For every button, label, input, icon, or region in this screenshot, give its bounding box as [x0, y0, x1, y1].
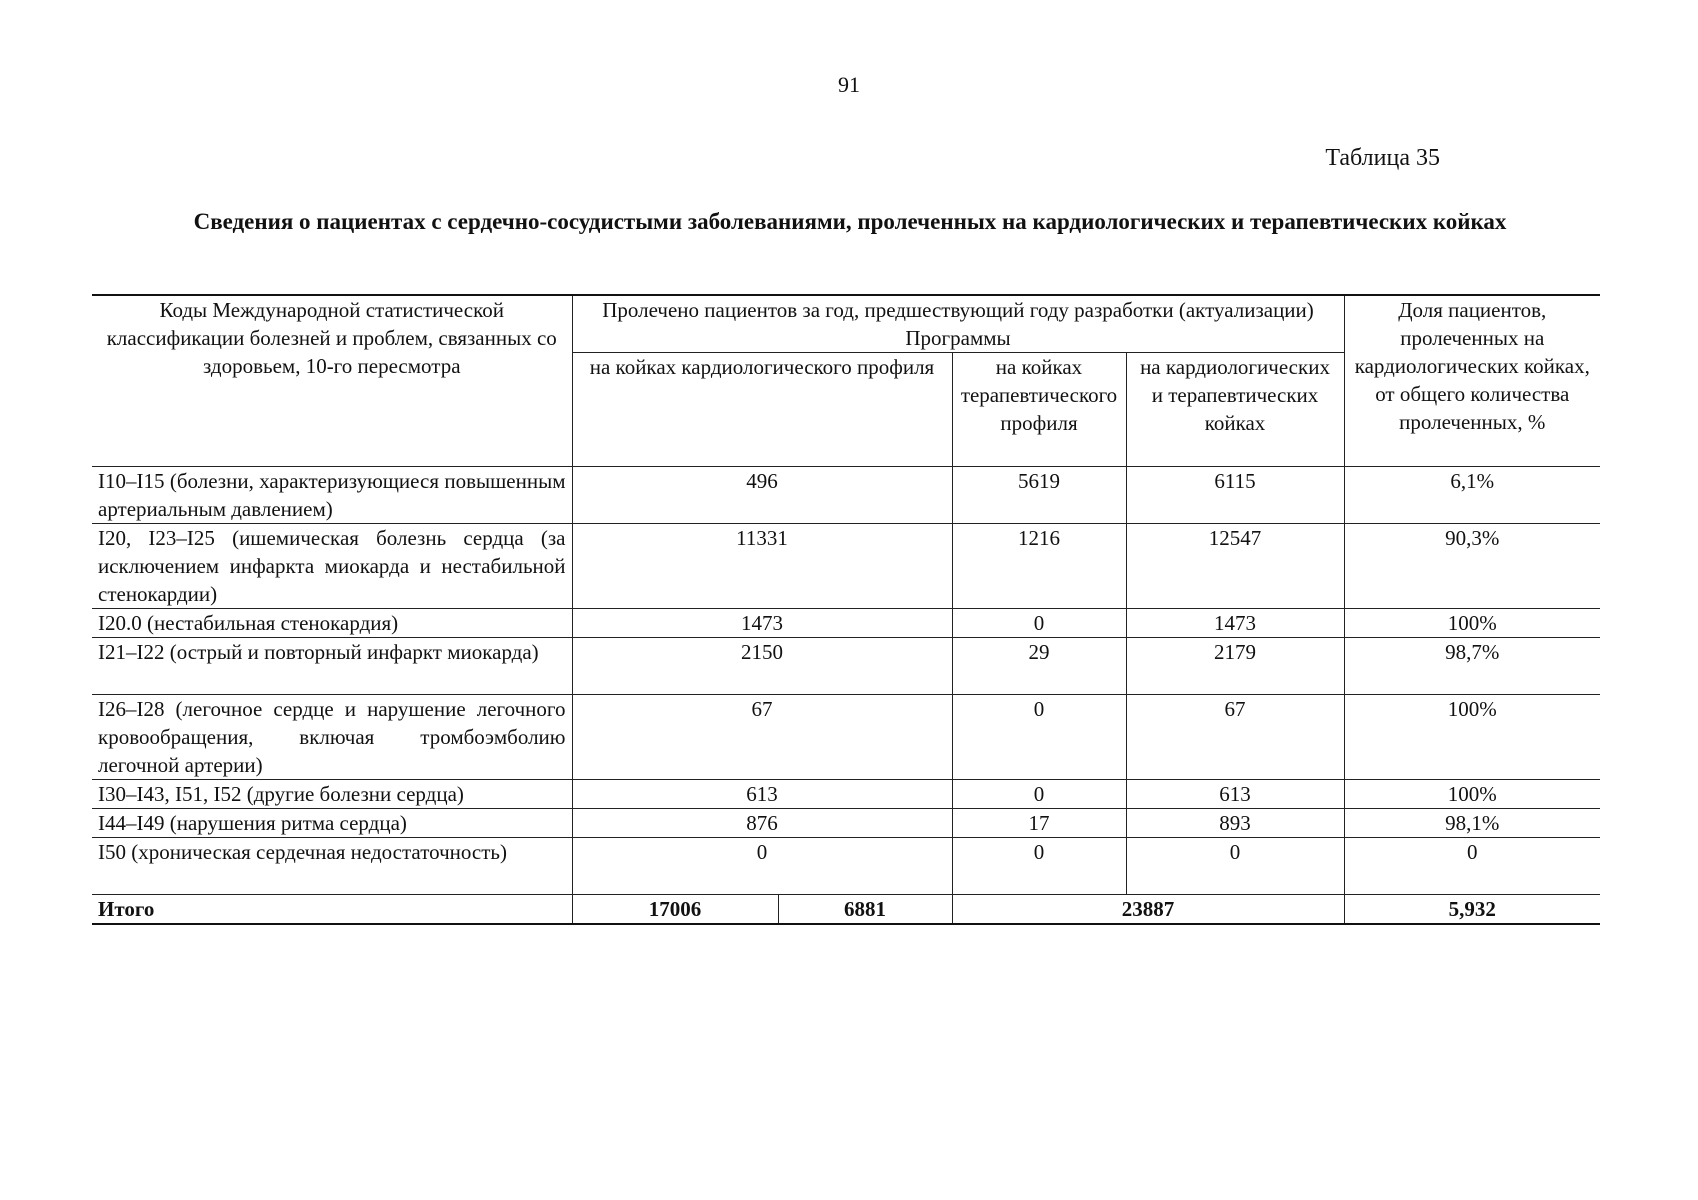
header-all-beds: на кардиологических и терапевтических койках — [1126, 353, 1344, 467]
cell-share: 100% — [1344, 780, 1600, 809]
cell-total: 0 — [1126, 838, 1344, 895]
cell-total: 613 — [1126, 780, 1344, 809]
cell-therapy: 29 — [952, 638, 1126, 695]
table-title: Сведения о пациентах с сердечно-сосудистыми заболеваниями, пролеченных на кардиологических и терапевтических койках — [193, 209, 1507, 234]
table-row — [92, 780, 1600, 809]
table-row — [92, 609, 1600, 638]
row-label: I20, I23–I25 (ишемическая болезнь сердца (за исключением инфаркта миокарда и нестабильной стенокардии) — [92, 524, 572, 609]
cell-total: 12547 — [1126, 524, 1344, 609]
total-row — [92, 895, 1600, 925]
cell-cardio: 613 — [572, 780, 952, 809]
cell-cardio: 67 — [572, 695, 952, 780]
row-label: I10–I15 (болезни, характеризующиеся повышенным артериальным давлением) — [92, 467, 572, 524]
cell-cardio: 11331 — [572, 524, 952, 609]
cell-cardio: 496 — [572, 467, 952, 524]
cell-cardio: 2150 — [572, 638, 952, 695]
row-label: I21–I22 (острый и повторный инфаркт миокарда) — [92, 638, 572, 695]
header-therapy-beds: на койках терапевтического профиля — [952, 353, 1126, 467]
cell-total: 893 — [1126, 809, 1344, 838]
header-cardio-beds: на койках кардиологического профиля — [572, 353, 952, 467]
cell-therapy: 0 — [952, 838, 1126, 895]
total-share: 5,932 — [1344, 895, 1600, 925]
row-label: I20.0 (нестабильная стенокардия) — [92, 609, 572, 638]
header-treated-group: Пролечено пациентов за год, предшествующий году разработки (актуализации) Программы — [572, 295, 1344, 353]
cell-therapy: 17 — [952, 809, 1126, 838]
table-label: Таблица 35 — [1325, 145, 1440, 171]
total-cardio: 17006 — [572, 895, 778, 925]
table-row — [92, 524, 1600, 609]
cell-share: 98,7% — [1344, 638, 1600, 695]
page-number: 91 — [838, 72, 860, 97]
cell-therapy: 5619 — [952, 467, 1126, 524]
cell-total: 6115 — [1126, 467, 1344, 524]
cell-therapy: 0 — [952, 695, 1126, 780]
total-therapy: 6881 — [778, 895, 952, 925]
cell-therapy: 0 — [952, 780, 1126, 809]
cell-cardio: 0 — [572, 838, 952, 895]
header-share: Доля пациентов, пролеченных на кардиологических койках, от общего количества пролеченных, % — [1344, 295, 1600, 467]
cell-share: 98,1% — [1344, 809, 1600, 838]
cell-share: 100% — [1344, 695, 1600, 780]
statistics-table — [92, 294, 1600, 925]
cell-share: 0 — [1344, 838, 1600, 895]
cell-therapy: 1216 — [952, 524, 1126, 609]
header-row — [92, 295, 1600, 353]
row-label: I30–I43, I51, I52 (другие болезни сердца) — [92, 780, 572, 809]
cell-total: 67 — [1126, 695, 1344, 780]
cell-total: 2179 — [1126, 638, 1344, 695]
cell-share: 90,3% — [1344, 524, 1600, 609]
table-row — [92, 638, 1600, 695]
row-label: I44–I49 (нарушения ритма сердца) — [92, 809, 572, 838]
row-label: I50 (хроническая сердечная недостаточность) — [92, 838, 572, 895]
table-row — [92, 695, 1600, 780]
header-icd-codes: Коды Международной статистической классификации болезней и проблем, связанных со здоровьем, 10-го пересмотра — [92, 295, 572, 467]
cell-therapy: 0 — [952, 609, 1126, 638]
cell-cardio: 876 — [572, 809, 952, 838]
cell-total: 1473 — [1126, 609, 1344, 638]
cell-share: 6,1% — [1344, 467, 1600, 524]
table-row — [92, 838, 1600, 895]
cell-share: 100% — [1344, 609, 1600, 638]
total-all: 23887 — [952, 895, 1344, 925]
row-label: I26–I28 (легочное сердце и нарушение легочного кровообращения, включая тромбоэмболию легочной артерии) — [92, 695, 572, 780]
table-row — [92, 467, 1600, 524]
table-row — [92, 809, 1600, 838]
cell-cardio: 1473 — [572, 609, 952, 638]
total-label: Итого — [92, 895, 572, 925]
